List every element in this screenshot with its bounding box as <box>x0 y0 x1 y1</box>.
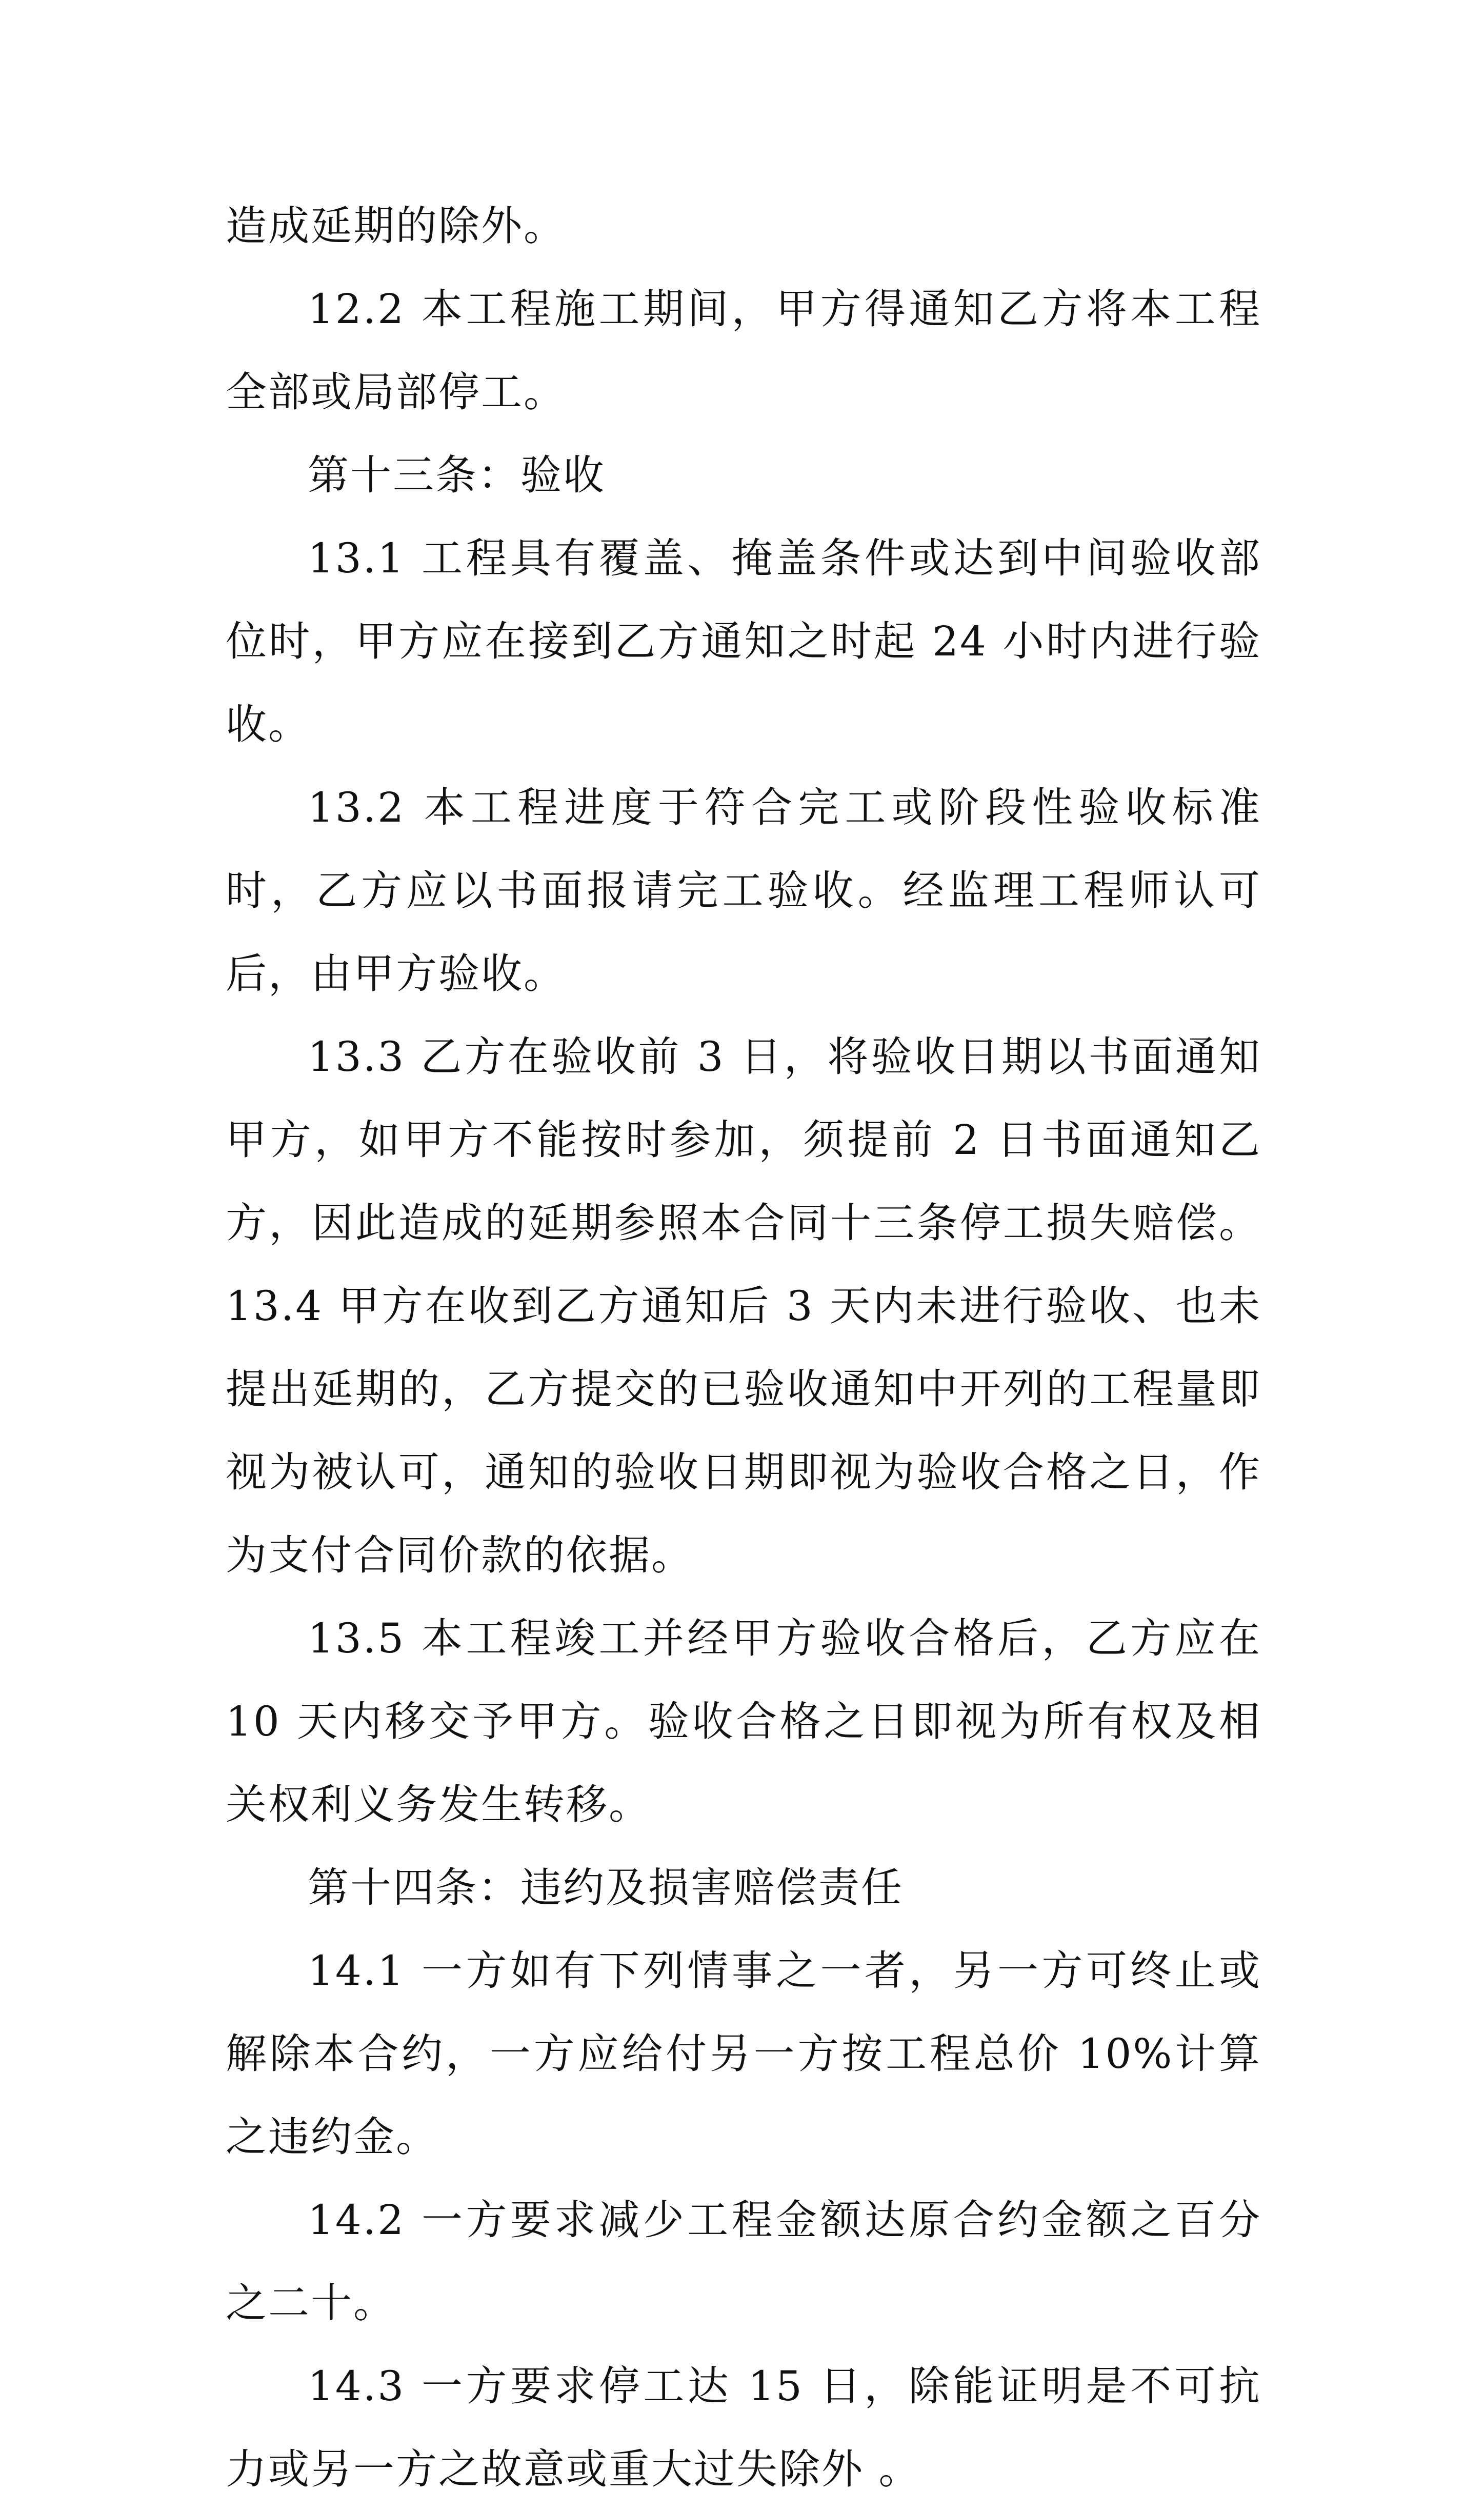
paragraph-13-1: 13.1 工程具有覆盖、掩盖条件或达到中间验收部位时，甲方应在接到乙方通知之时起 24 小时内进行验收。 <box>226 534 1261 748</box>
paragraph-13-5: 13.5 本工程竣工并经甲方验收合格后，乙方应在 10 天内移交予甲方。验收合格之日即视为所有权及相关权利义务发生转移。 <box>226 1615 1261 1828</box>
paragraph-continuation: 造成延期的除外。 <box>226 202 566 250</box>
paragraph-14-2: 14.2 一方要求减少工程金额达原合约金额之百分之二十。 <box>226 2196 1261 2327</box>
paragraph-14-3: 14.3 一方要求停工达 15 日，除能证明是不可抗力或另一方之故意或重大过失除外 。 <box>226 2362 1261 2493</box>
paragraph-12-2: 12.2 本工程施工期间，甲方得通知乙方将本工程全部或局部停工。 <box>226 285 1261 416</box>
article-14-heading: 第十四条：违约及损害赔偿责任 <box>308 1864 904 1911</box>
paragraph-13-3: 13.3 乙方在验收前 3 日，将验收日期以书面通知甲方，如甲方不能按时参加，须提前 2 日书面通知乙方，因此造成的延期参照本合同十三条停工损失赔偿。 13.4 甲方在收到乙方通知后 3 天内未进行验收、也未提出延期的，乙方提交的已验收通知中开列的工程量即视为被认可，通知的验收日期即视为验收合格之日，作为支付合同价款的依据。 <box>226 1033 1261 1579</box>
paragraph-13-2: 13.2 本工程进度于符合完工或阶段性验收标准时，乙方应以书面报请完工验收。经监理工程师认可后，由甲方验收。 <box>226 784 1261 998</box>
article-13-heading: 第十三条：验收 <box>308 451 606 499</box>
contract-body <box>226 185 1261 2511</box>
paragraph-14-1: 14.1 一方如有下列情事之一者，另一方可终止或解除本合约，一方应给付另一方按工程总价 10%计算之违约金。 <box>226 1947 1261 2161</box>
